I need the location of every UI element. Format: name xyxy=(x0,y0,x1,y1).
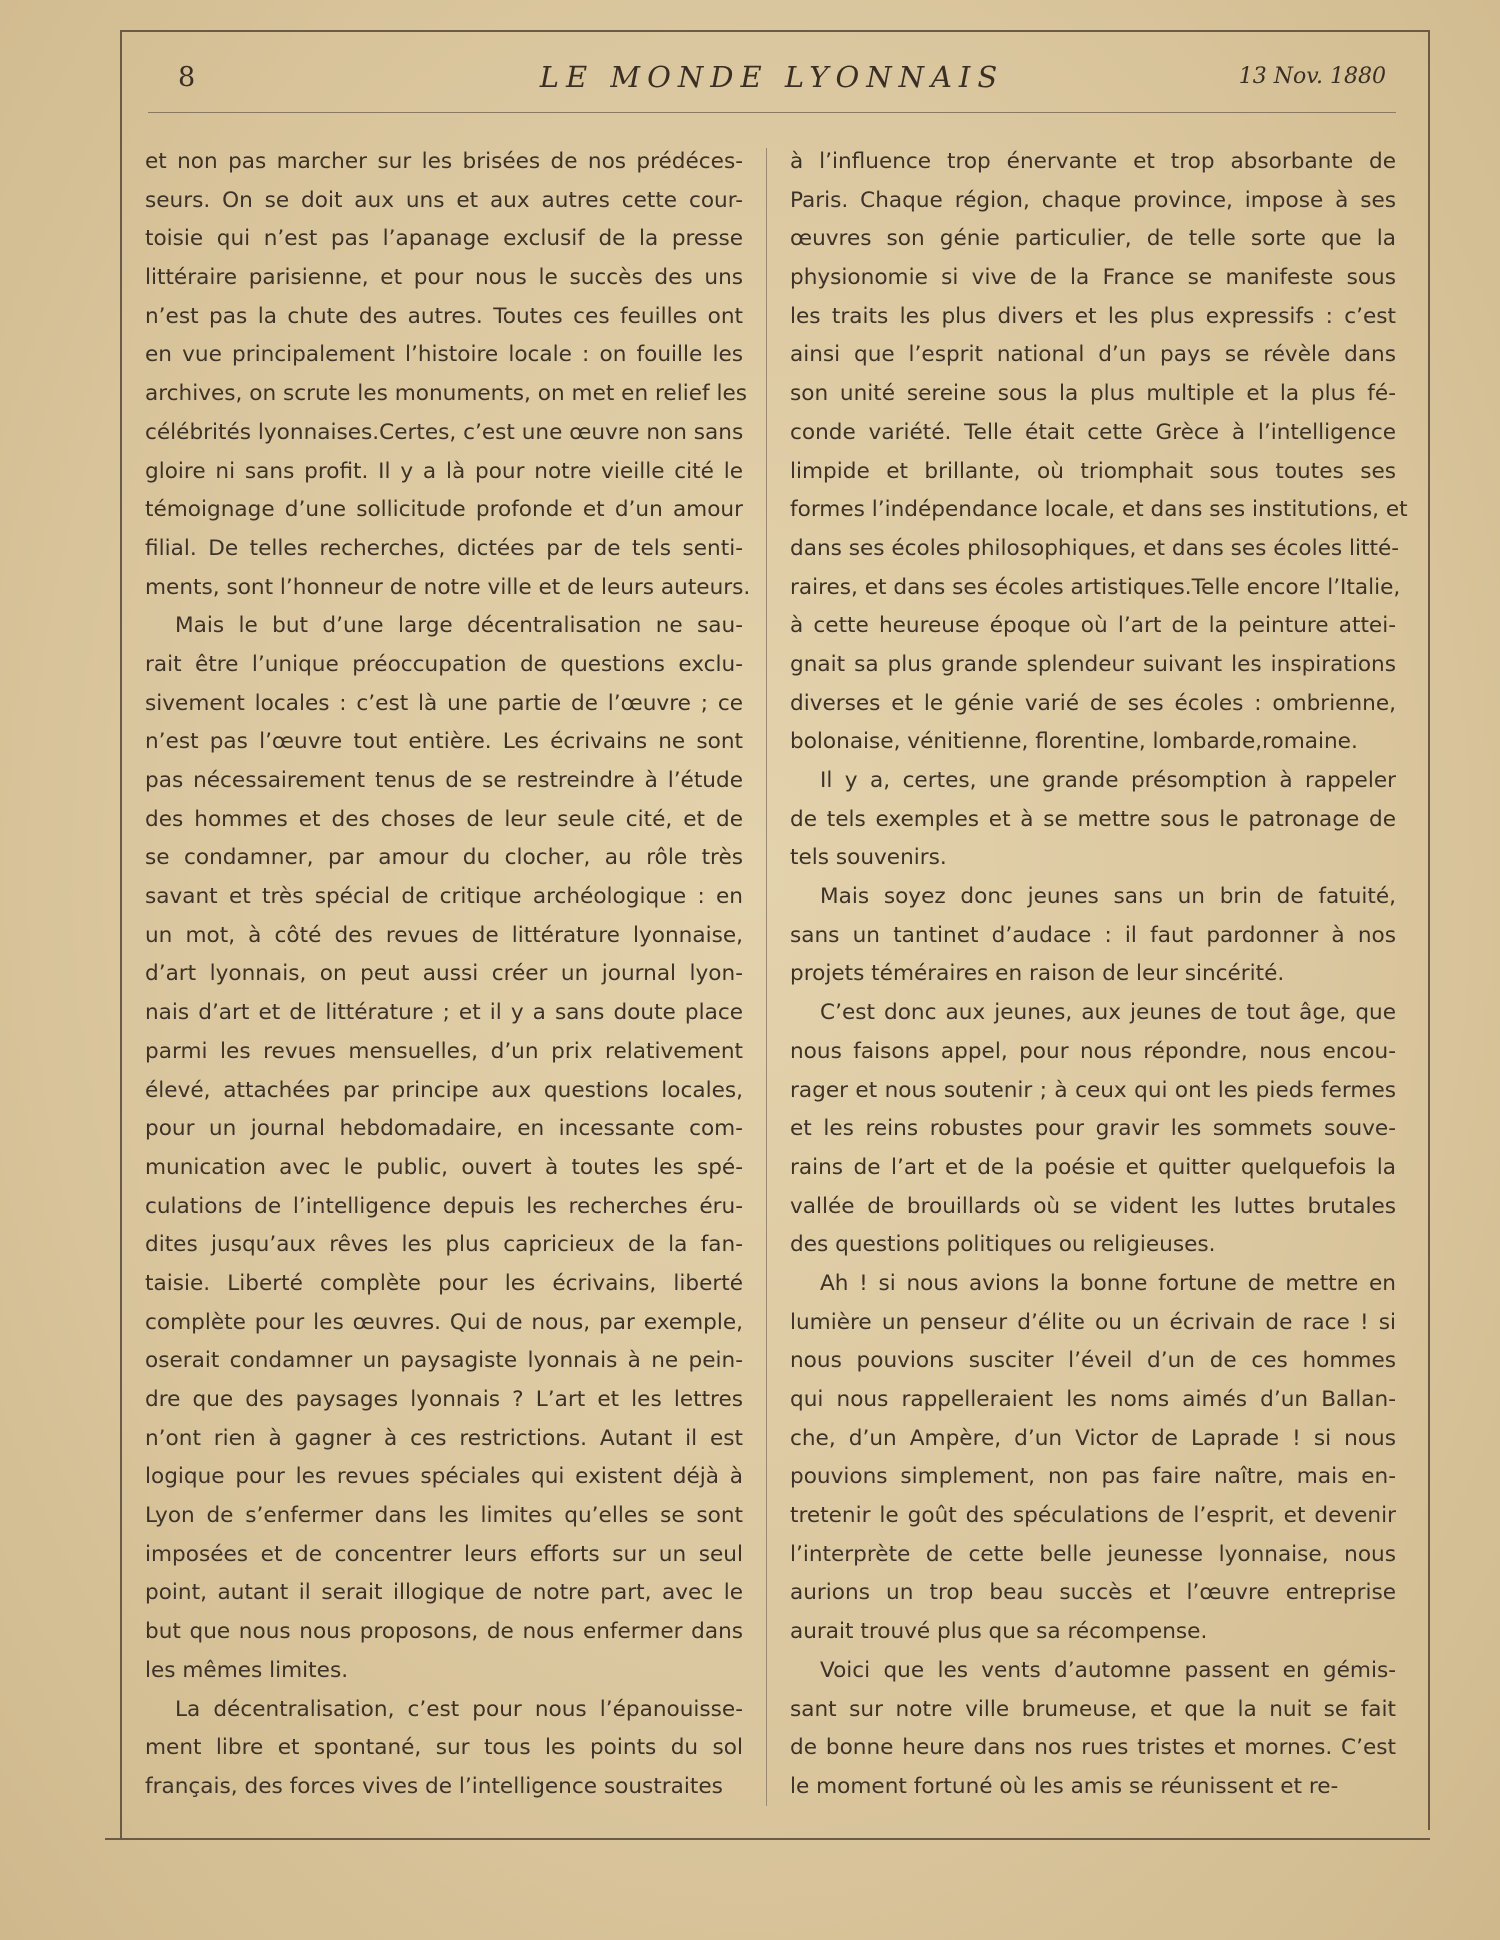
text-line: Ah ! si nous avions la bonne fortune de mettre en xyxy=(820,1270,1396,1296)
text-line: filial. De telles recherches, dictées par de tels senti- xyxy=(145,535,743,561)
text-line: n’est pas la chute des autres. Toutes ces feuilles ont xyxy=(145,303,743,329)
text-line: conde variété. Telle était cette Grèce à l’intelligence xyxy=(790,419,1396,445)
text-line: nous pouvions susciter l’éveil d’un de ces hommes xyxy=(790,1348,1396,1374)
text-line: physionomie si vive de la France se manifeste sous xyxy=(790,265,1396,291)
text-line: d’art lyonnais, on peut aussi créer un journal lyon- xyxy=(145,961,743,987)
text-line: nais d’art et de littérature ; et il y a sans doute place xyxy=(145,1000,743,1026)
text-line: gnait sa plus grande splendeur suivant les inspirations xyxy=(790,651,1396,677)
text-line: ments, sont l’honneur de notre ville et de leurs auteurs. xyxy=(145,574,751,600)
text-line: seurs. On se doit aux uns et aux autres cette cour- xyxy=(145,187,743,213)
text-line: en vue principalement l’histoire locale : on fouille les xyxy=(145,342,743,368)
text-line: l’interprète de cette belle jeunesse lyonnaise, nous xyxy=(790,1541,1396,1567)
text-line: taisie. Liberté complète pour les écrivains, liberté xyxy=(145,1270,743,1296)
text-line: Mais le but d’une large décentralisation ne sau- xyxy=(175,613,743,639)
page-header xyxy=(148,52,1396,102)
text-line: à l’influence trop énervante et trop absorbante de xyxy=(790,149,1396,174)
text-line: rait être l’unique préoccupation de questions exclu- xyxy=(145,651,743,677)
issue-date: 13 Nov. 1880 xyxy=(1238,64,1386,89)
text-line: son unité sereine sous la plus multiple et la plus fé- xyxy=(790,381,1396,407)
text-line: ainsi que l’esprit national d’un pays se révèle dans xyxy=(790,342,1396,368)
text-line: aurions un trop beau succès et l’œuvre entreprise xyxy=(790,1580,1396,1606)
text-line: les mêmes limites. xyxy=(145,1657,349,1683)
text-line: élevé, attachées par principe aux questions locales, xyxy=(145,1077,743,1103)
text-line: munication avec le public, ouvert à toutes les spé- xyxy=(145,1154,743,1180)
text-line: à cette heureuse époque où l’art de la peinture attei- xyxy=(790,613,1396,639)
text-line: sant sur notre ville brumeuse, et que la nuit se fait xyxy=(790,1696,1396,1722)
text-line: point, autant il serait illogique de notre part, avec le xyxy=(145,1580,743,1606)
text-column-right xyxy=(790,143,1408,1807)
text-line: nous faisons appel, pour nous répondre, nous encou- xyxy=(790,1038,1396,1064)
text-line: tels souvenirs. xyxy=(790,845,947,871)
text-line: savant et très spécial de critique archéologique : en xyxy=(145,884,743,910)
text-line: archives, on scrute les monuments, on met en relief les xyxy=(145,381,747,407)
text-line: œuvres son génie particulier, de telle sorte que la xyxy=(790,226,1396,252)
text-line: des questions politiques ou religieuses. xyxy=(790,1232,1216,1258)
text-line: ment libre et spontané, sur tous les points du sol xyxy=(145,1735,743,1761)
text-line: aurait trouvé plus que sa récompense. xyxy=(790,1619,1208,1645)
text-line: français, des forces vives de l’intelligence soustraites xyxy=(145,1773,723,1799)
text-line: et les reins robustes pour gravir les sommets souve- xyxy=(790,1116,1396,1142)
text-line: formes l’indépendance locale, et dans ses institutions, et xyxy=(790,497,1408,523)
text-line: Paris. Chaque région, chaque province, impose à ses xyxy=(790,187,1396,213)
text-line: rains de l’art et de la poésie et quitter quelquefois la xyxy=(790,1154,1396,1180)
frame-left-rule xyxy=(120,30,122,1840)
frame-top-rule xyxy=(120,30,1428,32)
text-line: oserait condamner un paysagiste lyonnais à ne pein- xyxy=(145,1348,743,1374)
text-line: projets téméraires en raison de leur sincérité. xyxy=(790,961,1285,987)
journal-title: LE MONDE LYONNAIS xyxy=(539,60,1005,94)
text-line: Voici que les vents d’automne passent en gémis- xyxy=(820,1657,1396,1683)
text-line: bolonaise, vénitienne, florentine, lombarde,romaine. xyxy=(790,729,1358,755)
text-line: se condamner, par amour du clocher, au rôle très xyxy=(145,845,743,871)
column-divider xyxy=(766,148,767,1806)
text-line: diverses et le génie varié de ses écoles : ombrienne, xyxy=(790,690,1396,716)
text-line: littéraire parisienne, et pour nous le succès des uns xyxy=(145,265,743,291)
text-line: gloire ni sans profit. Il y a là pour notre vieille cité le xyxy=(145,458,743,484)
text-line: tretenir le goût des spéculations de l’esprit, et devenir xyxy=(790,1503,1396,1529)
text-column-left xyxy=(145,143,751,1807)
text-line: raires, et dans ses écoles artistiques.Telle encore l’Italie, xyxy=(790,574,1401,600)
page-number: 8 xyxy=(178,62,196,93)
text-line: des hommes et des choses de leur seule cité, et de xyxy=(145,806,743,832)
text-line: vallée de brouillards où se vident les luttes brutales xyxy=(790,1193,1396,1219)
text-line: qui nous rappelleraient les noms aimés d’un Ballan- xyxy=(790,1387,1396,1412)
text-line: La décentralisation, c’est pour nous l’épanouisse- xyxy=(175,1696,743,1722)
text-line: de tels exemples et à se mettre sous le patronage de xyxy=(790,806,1396,832)
text-line: che, d’un Ampère, d’un Victor de Laprade ! si nous xyxy=(790,1425,1396,1451)
header-rule xyxy=(148,112,1396,113)
text-line: limpide et brillante, où triomphait sous toutes ses xyxy=(790,458,1396,484)
text-line: n’ont rien à gagner à ces restrictions. Autant il est xyxy=(145,1425,743,1451)
text-line: parmi les revues mensuelles, d’un prix relativement xyxy=(145,1038,743,1064)
text-line: toisie qui n’est pas l’apanage exclusif de la presse xyxy=(145,226,743,252)
text-line: C’est donc aux jeunes, aux jeunes de tout âge, que xyxy=(820,1000,1396,1026)
frame-bottom-rule xyxy=(105,1838,1430,1840)
text-line: n’est pas l’œuvre tout entière. Les écrivains ne sont xyxy=(145,729,743,755)
text-line: dans ses écoles philosophiques, et dans ses écoles litté- xyxy=(790,535,1400,561)
text-line: but que nous nous proposons, de nous enfermer dans xyxy=(145,1619,743,1645)
text-line: pouvions simplement, non pas faire naître, mais en- xyxy=(790,1464,1396,1490)
text-line: pas nécessairement tenus de se restreindre à l’étude xyxy=(145,768,743,793)
frame-right-rule xyxy=(1428,30,1430,1830)
text-line: et non pas marcher sur les brisées de nos prédéces- xyxy=(145,149,743,174)
text-line: dites jusqu’aux rêves les plus capricieux de la fan- xyxy=(145,1232,743,1258)
text-line: culations de l’intelligence depuis les recherches éru- xyxy=(145,1193,743,1219)
text-line: Il y a, certes, une grande présomption à rappeler xyxy=(820,768,1396,793)
text-line: de bonne heure dans nos rues tristes et mornes. C’est xyxy=(790,1735,1396,1761)
text-line: sivement locales : c’est là une partie de l’œuvre ; ce xyxy=(145,690,743,716)
text-line: le moment fortuné où les amis se réunissent et re- xyxy=(790,1773,1339,1799)
text-line: Lyon de s’enfermer dans les limites qu’elles se sont xyxy=(145,1503,743,1529)
text-line: logique pour les revues spéciales qui existent déjà à xyxy=(145,1464,743,1490)
text-line: témoignage d’une sollicitude profonde et d’un amour xyxy=(145,497,743,523)
text-line: dre que des paysages lyonnais ? L’art et les lettres xyxy=(145,1387,743,1412)
text-line: complète pour les œuvres. Qui de nous, par exemple, xyxy=(145,1309,743,1335)
text-line: rager et nous soutenir ; à ceux qui ont les pieds fermes xyxy=(790,1077,1396,1103)
text-line: lumière un penseur d’élite ou un écrivain de race ! si xyxy=(790,1309,1396,1335)
text-line: imposées et de concentrer leurs efforts sur un seul xyxy=(145,1541,743,1567)
text-line: les traits les plus divers et les plus expressifs : c’est xyxy=(790,303,1396,329)
text-line: un mot, à côté des revues de littérature lyonnaise, xyxy=(145,922,743,948)
text-line: pour un journal hebdomadaire, en incessante com- xyxy=(145,1116,743,1142)
text-line: sans un tantinet d’audace : il faut pardonner à nos xyxy=(790,922,1396,948)
text-line: Mais soyez donc jeunes sans un brin de fatuité, xyxy=(820,884,1396,910)
text-line: célébrités lyonnaises.Certes, c’est une œuvre non sans xyxy=(145,419,744,445)
